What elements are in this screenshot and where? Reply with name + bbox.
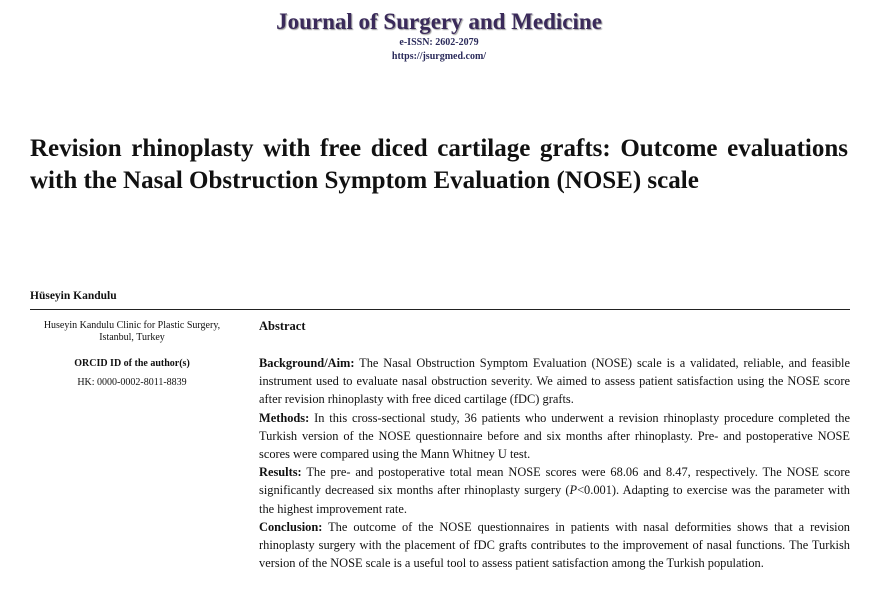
abstract-conclusion bbox=[259, 518, 850, 573]
results-label: Results: bbox=[259, 465, 302, 480]
journal-title: Journal of Surgery and Medicine bbox=[276, 9, 602, 34]
results-text-a: The pre- and postoperative total mean NOSE scores were 68.06 and 8.47, respectively. The NOSE score significantly decreased six months after rhinoplasty surgery ( bbox=[259, 465, 850, 498]
results-p-symbol: P bbox=[569, 483, 578, 498]
background-label: Background/Aim: bbox=[259, 356, 355, 370]
conclusion-text: The outcome of the NOSE questionnaires in patients with nasal deformities shows that a revision rhinoplasty surgery with the placement of fDC grafts contributes to the improvement of nasal functions. The Turkish version of the NOSE scale is a useful tool to assess patient satisfaction among the Turkish population. bbox=[259, 519, 850, 571]
journal-url[interactable]: https://jsurgmed.com/ bbox=[391, 51, 487, 62]
article-title: Revision rhinoplasty with free diced cartilage grafts: Outcome evaluations with the Nasal Obstruction Symptom Evaluation (NOSE) scale bbox=[30, 135, 848, 194]
abstract-heading: Abstract bbox=[259, 319, 306, 333]
methods-text: In this cross-sectional study, 36 patients who underwent a revision rhinoplasty procedure completed the Turkish version of the NOSE questionnaire before and six months after rhinoplasty. Pre- and postoperative NOSE scores were compared using the Mann Whitney U test. bbox=[259, 410, 850, 462]
abstract-results bbox=[259, 463, 850, 518]
results-text-b: <0.001). Adapting to exercise was the parameter with the highest improvement rate. bbox=[259, 483, 851, 516]
journal-issn: e-ISSN: 2602-2079 bbox=[399, 37, 479, 48]
author-affiliation: Huseyin Kandulu Clinic for Plastic Surgery, Istanbul, Turkey bbox=[43, 320, 221, 343]
orcid-value[interactable]: HK: 0000-0002-8011-8839 bbox=[77, 377, 187, 388]
background-text: The Nasal Obstruction Symptom Evaluation (NOSE) scale is a validated, reliable, and feasible instrument used to evaluate nasal obstruction severity. We aimed to assess patient satisfaction using the NOSE score after revision rhinoplasty with free diced cartilage (fDC) grafts. bbox=[259, 356, 850, 407]
abstract-methods bbox=[259, 409, 850, 464]
methods-label: Methods: bbox=[259, 410, 310, 425]
divider bbox=[30, 309, 850, 310]
abstract-background bbox=[259, 354, 850, 409]
abstract-section bbox=[259, 318, 850, 572]
author-info-sidebar bbox=[32, 320, 232, 389]
author-name: Hüseyin Kandulu bbox=[30, 290, 117, 302]
orcid-label: ORCID ID of the author(s) bbox=[74, 358, 190, 369]
journal-header bbox=[0, 8, 878, 64]
conclusion-label: Conclusion: bbox=[259, 519, 323, 534]
